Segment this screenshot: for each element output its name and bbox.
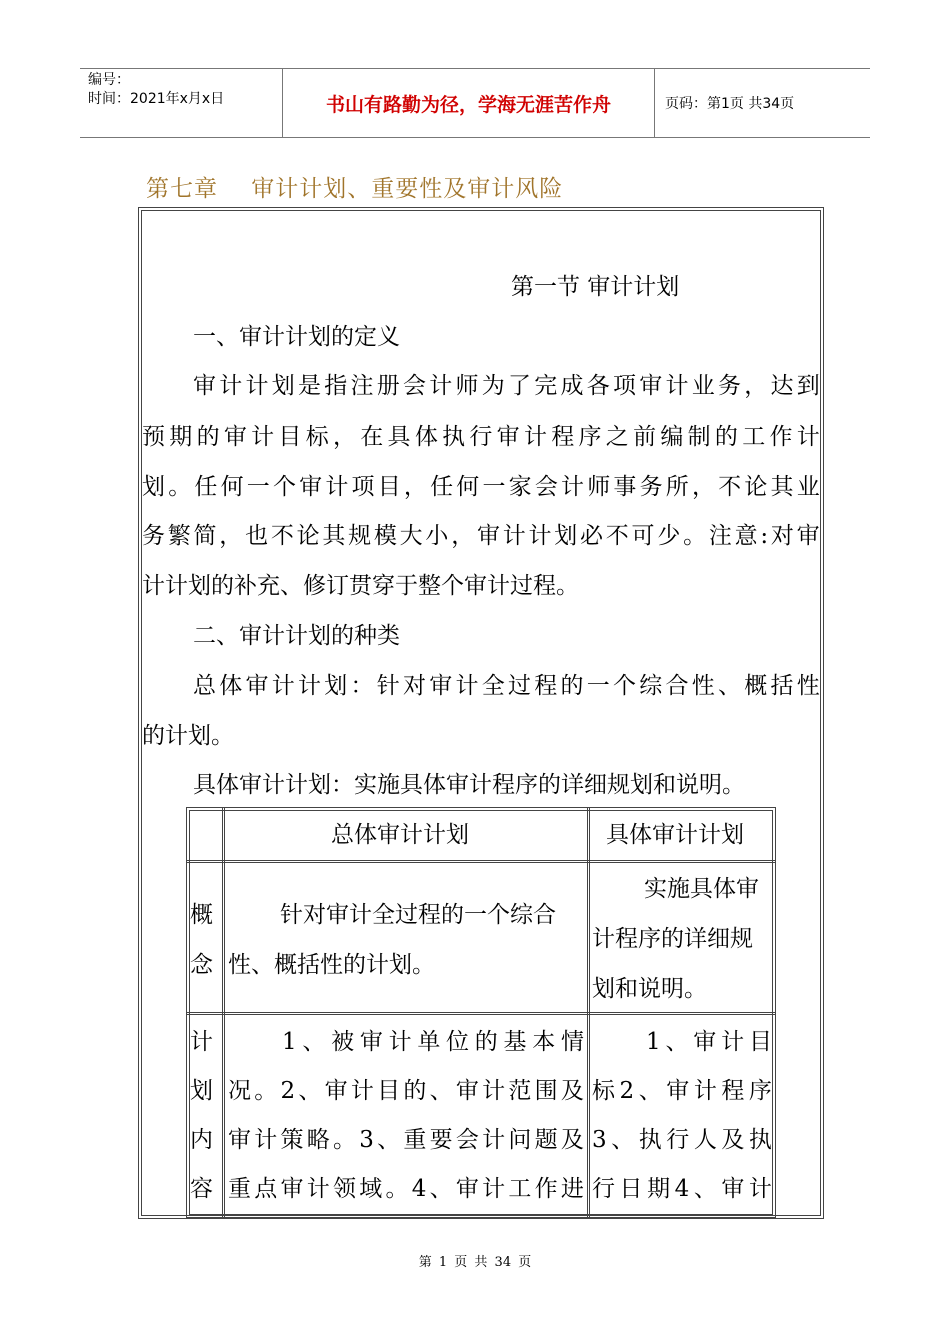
paragraph-line: 总 体 审 计 计 划 ： 针 对 审 计 全 过 程 的 一 个 综 合 性 、 概 括 性 — [193, 673, 820, 699]
table-cell-line: 性、概括性的计划。 — [228, 952, 435, 978]
table-header-overall: 总体审计计划 — [331, 822, 469, 848]
subsection-title-types: 二、审计计划的种类 — [193, 623, 400, 649]
table-cell-line: 审 计 策 略 。 3 、 重 要 会 计 问 题 及 — [228, 1127, 584, 1153]
table-cell-line: 标 2 、 审 计 程 序 — [592, 1078, 772, 1104]
paragraph-line: 划 。 任 何 一 个 审 计 项 目 ， 任 何 一 家 会 计 师 事 务 所 ， 不 论 其 业 — [142, 474, 820, 500]
table-cell-line: 针对审计全过程的一个综合 — [280, 902, 556, 928]
table-cell-line: 况 。 2 、 审 计 目 的 、 审 计 范 围 及 — [228, 1078, 584, 1104]
paragraph-line: 务 繁 简 ， 也 不 论 其 规 模 大 小 ， 审 计 计 划 必 不 可 少 。 注 意 : 对 审 — [142, 523, 820, 549]
chapter-title: 第七章 审计计划、重要性及审计风险 — [146, 176, 564, 202]
section-title: 第一节 审计计划 — [511, 274, 680, 300]
table-cell-line: 行 日 期 4 、 审 计 — [592, 1176, 772, 1202]
table-divider — [187, 860, 775, 863]
subsection-title-definition: 一、审计计划的定义 — [193, 324, 400, 350]
header-page-info: 页码：第1页 共34页 — [665, 96, 795, 112]
table-cell-line: 划和说明。 — [592, 976, 707, 1002]
paragraph-line: 的计划。 — [142, 723, 234, 749]
table-row-label: 容 — [190, 1176, 213, 1202]
table-header-specific: 具体审计计划 — [606, 822, 744, 848]
table-row-label: 计 — [190, 1029, 213, 1055]
header-motto: 书山有路勤为径，学海无涯苦作舟 — [325, 93, 611, 116]
document-number-label: 编号： — [88, 72, 130, 88]
table-row-label: 划 — [190, 1078, 213, 1104]
table-row-label: 内 — [190, 1127, 213, 1153]
table-cell-line: 重 点 审 计 领 域 。 4 、 审 计 工 作 进 — [228, 1176, 584, 1202]
header-meta — [80, 69, 282, 137]
paragraph-line: 具体审计计划：实施具体审计程序的详细规划和说明。 — [193, 772, 745, 798]
paragraph-line: 预 期 的 审 计 目 标 ， 在 具 体 执 行 审 计 程 序 之 前 编 制 的 工 作 计 — [142, 424, 820, 450]
table-cell-line: 1 、 审 计 目 — [646, 1029, 772, 1055]
paragraph-line: 审 计 计 划 是 指 注 册 会 计 师 为 了 完 成 各 项 审 计 业 务 ， 达 到 — [193, 373, 820, 399]
table-cell-line: 1 、 被 审 计 单 位 的 基 本 情 — [282, 1029, 584, 1055]
page-footer: 第 1 页 共 34 页 — [418, 1255, 532, 1270]
document-time-label: 时间：2021年x月x日 — [88, 91, 225, 107]
table-cell-line: 3 、 执 行 人 及 执 — [592, 1127, 772, 1153]
paragraph-line: 计计划的补充、修订贯穿于整个审计过程。 — [142, 573, 579, 599]
page-header — [80, 68, 870, 138]
table-cell-line: 计程序的详细规 — [592, 926, 753, 952]
table-row-label: 念 — [190, 952, 213, 978]
table-row-label: 概 — [190, 902, 213, 928]
table-cell-line: 实施具体审 — [644, 876, 759, 902]
